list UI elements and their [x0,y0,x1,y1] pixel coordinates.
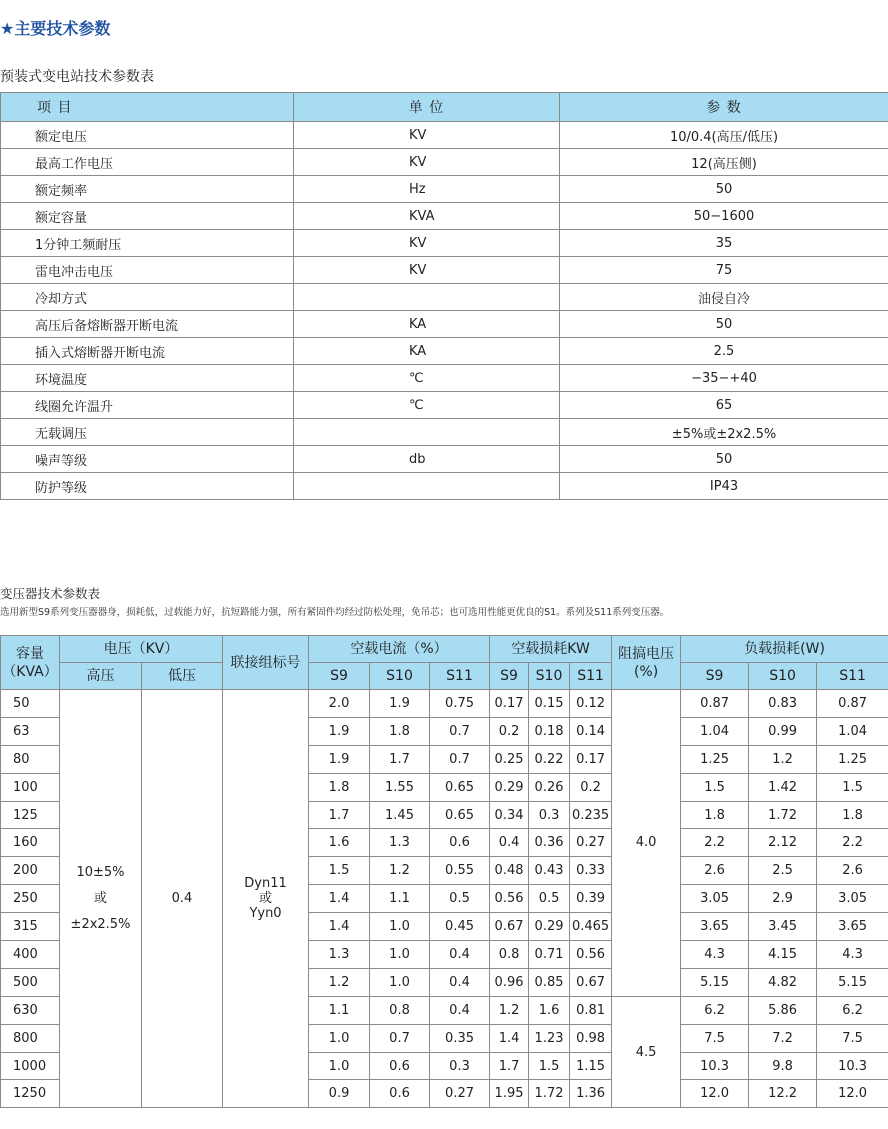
capacity-cell: 1250 [1,1080,60,1108]
param-name-cell: 防护等级 [1,473,294,500]
nlc-s11-cell: 0.65 [430,773,490,801]
param-name-cell: 额定容量 [1,203,294,230]
nll-s11-cell: 1.36 [570,1080,612,1108]
nll-s10-cell: 0.18 [529,717,570,745]
nlc-s10-cell: 1.0 [370,913,430,941]
header-noload-loss: 空载损耗KW [490,636,612,663]
nlc-s10-cell: 1.9 [370,690,430,718]
nlc-s11-cell: 0.65 [430,801,490,829]
param-unit-cell: KV [294,149,560,176]
header-voltage: 电压（KV） [60,636,223,663]
ll-s11-cell: 4.3 [817,941,888,969]
table-row [1,257,888,284]
hv-line: 或 [93,890,107,906]
param-unit-cell: Hz [294,176,560,203]
nlc-s9-cell: 2.0 [309,690,370,718]
nll-s9-cell: 0.4 [490,829,529,857]
capacity-cell: 500 [1,968,60,996]
nlc-s10-cell: 1.0 [370,941,430,969]
group-line: Dyn11 [244,876,287,892]
capacity-cell: 800 [1,1024,60,1052]
nll-s9-cell: 1.7 [490,1052,529,1080]
nll-s9-cell: 0.29 [490,773,529,801]
impedance-cell-b: 4.5 [612,996,681,1108]
ll-s9-cell: 3.05 [681,885,749,913]
header-impedance-voltage: 阻搞电压(%) [612,636,681,690]
ll-s10-cell: 0.99 [749,717,817,745]
param-name-cell: 线圈允许温升 [1,392,294,419]
hv-merged-cell [60,690,142,1108]
nll-s9-cell: 0.96 [490,968,529,996]
param-value-cell: 50 [560,311,888,338]
table-row [1,690,888,718]
param-name-cell: 额定电压 [1,122,294,149]
nlc-s11-cell: 0.35 [430,1024,490,1052]
table2-caption: 变压器技术参数表 [0,586,101,601]
ll-s10-cell: 4.15 [749,941,817,969]
header-nlc-s11: S11 [430,663,490,690]
capacity-cell: 50 [1,690,60,718]
table-row [1,230,888,257]
table-row [1,338,888,365]
nlc-s9-cell: 1.4 [309,913,370,941]
ll-s11-cell: 3.65 [817,913,888,941]
capacity-cell: 160 [1,829,60,857]
nlc-s9-cell: 1.0 [309,1052,370,1080]
ll-s9-cell: 6.2 [681,996,749,1024]
param-value-cell: −35−+40 [560,365,888,392]
nlc-s11-cell: 0.55 [430,857,490,885]
param-name-cell: 最高工作电压 [1,149,294,176]
table2-header-row-1 [1,636,888,663]
ll-s9-cell: 10.3 [681,1052,749,1080]
nlc-s11-cell: 0.7 [430,717,490,745]
nll-s10-cell: 0.29 [529,913,570,941]
nll-s9-cell: 0.17 [490,690,529,718]
nlc-s10-cell: 0.7 [370,1024,430,1052]
nlc-s10-cell: 1.8 [370,717,430,745]
ll-s10-cell: 1.72 [749,801,817,829]
nll-s10-cell: 0.5 [529,885,570,913]
param-name-cell: 插入式熔断器开断电流 [1,338,294,365]
nll-s11-cell: 0.67 [570,968,612,996]
capacity-cell: 400 [1,941,60,969]
ll-s10-cell: 9.8 [749,1052,817,1080]
ll-s11-cell: 0.87 [817,690,888,718]
nlc-s10-cell: 0.6 [370,1080,430,1108]
nll-s9-cell: 0.2 [490,717,529,745]
header-ll-s11: S11 [817,663,888,690]
nll-s9-cell: 1.4 [490,1024,529,1052]
header-nll-s11: S11 [570,663,612,690]
connection-group-merged-cell [223,690,309,1108]
ll-s10-cell: 5.86 [749,996,817,1024]
nll-s11-cell: 0.56 [570,941,612,969]
nll-s10-cell: 0.43 [529,857,570,885]
header-nll-s9: S9 [490,663,529,690]
table-row [1,149,888,176]
ll-s10-cell: 2.5 [749,857,817,885]
param-name-cell: 1分钟工频耐压 [1,230,294,257]
nll-s9-cell: 0.67 [490,913,529,941]
table2-header-row-2 [1,663,888,690]
capacity-cell: 63 [1,717,60,745]
capacity-cell: 100 [1,773,60,801]
capacity-cell: 125 [1,801,60,829]
param-unit-cell: KV [294,122,560,149]
param-name-cell: 噪声等级 [1,446,294,473]
header-load-loss: 负载损耗(W) [681,636,888,663]
param-unit-cell: KV [294,257,560,284]
ll-s9-cell: 4.3 [681,941,749,969]
ll-s10-cell: 2.12 [749,829,817,857]
param-name-cell: 雷电冲击电压 [1,257,294,284]
nll-s10-cell: 0.15 [529,690,570,718]
nll-s10-cell: 1.6 [529,996,570,1024]
nll-s11-cell: 0.14 [570,717,612,745]
nll-s11-cell: 0.235 [570,801,612,829]
ll-s9-cell: 2.2 [681,829,749,857]
nlc-s9-cell: 1.9 [309,717,370,745]
capacity-cell: 315 [1,913,60,941]
ll-s9-cell: 3.65 [681,913,749,941]
ll-s9-cell: 0.87 [681,690,749,718]
ll-s11-cell: 1.04 [817,717,888,745]
nlc-s10-cell: 0.8 [370,996,430,1024]
param-value-cell: IP43 [560,473,888,500]
nlc-s11-cell: 0.4 [430,996,490,1024]
ll-s11-cell: 12.0 [817,1080,888,1108]
transformer-parameters-table [0,635,888,1108]
nlc-s9-cell: 1.7 [309,801,370,829]
nlc-s11-cell: 0.5 [430,885,490,913]
header-hv: 高压 [60,663,142,690]
nlc-s11-cell: 0.3 [430,1052,490,1080]
nll-s11-cell: 0.2 [570,773,612,801]
nll-s9-cell: 1.95 [490,1080,529,1108]
nlc-s10-cell: 1.45 [370,801,430,829]
table-row [1,176,888,203]
nll-s11-cell: 0.81 [570,996,612,1024]
param-value-cell: 2.5 [560,338,888,365]
param-unit-cell [294,473,560,500]
nlc-s9-cell: 1.4 [309,885,370,913]
param-unit-cell: KA [294,338,560,365]
nlc-s10-cell: 1.55 [370,773,430,801]
param-unit-cell: KVA [294,203,560,230]
param-unit-cell [294,284,560,311]
table-row [1,419,888,446]
nlc-s9-cell: 1.6 [309,829,370,857]
ll-s9-cell: 12.0 [681,1080,749,1108]
nlc-s9-cell: 1.0 [309,1024,370,1052]
table-row [1,392,888,419]
ll-s11-cell: 1.8 [817,801,888,829]
nlc-s11-cell: 0.27 [430,1080,490,1108]
nll-s9-cell: 1.2 [490,996,529,1024]
nll-s11-cell: 0.465 [570,913,612,941]
header-lv: 低压 [142,663,223,690]
ll-s9-cell: 1.5 [681,773,749,801]
hv-line: 10±5% [76,864,125,880]
header-connection-group: 联接组标号 [223,636,309,690]
ll-s9-cell: 1.8 [681,801,749,829]
param-value-cell: ±5%或±2x2.5% [560,419,888,446]
nlc-s11-cell: 0.4 [430,941,490,969]
nll-s10-cell: 1.5 [529,1052,570,1080]
nll-s10-cell: 0.71 [529,941,570,969]
param-value-cell: 50−1600 [560,203,888,230]
ll-s11-cell: 2.2 [817,829,888,857]
nll-s9-cell: 0.48 [490,857,529,885]
substation-parameters-table [0,92,888,500]
table-row [1,311,888,338]
table-row [1,284,888,311]
nlc-s11-cell: 0.45 [430,913,490,941]
param-unit-cell: KA [294,311,560,338]
nlc-s9-cell: 1.8 [309,773,370,801]
nlc-s11-cell: 0.75 [430,690,490,718]
ll-s9-cell: 5.15 [681,968,749,996]
nlc-s11-cell: 0.7 [430,745,490,773]
ll-s10-cell: 3.45 [749,913,817,941]
ll-s10-cell: 4.82 [749,968,817,996]
nll-s11-cell: 0.17 [570,745,612,773]
ll-s11-cell: 1.25 [817,745,888,773]
ll-s11-cell: 2.6 [817,857,888,885]
nlc-s10-cell: 1.1 [370,885,430,913]
table-row [1,122,888,149]
nll-s9-cell: 0.56 [490,885,529,913]
ll-s9-cell: 2.6 [681,857,749,885]
ll-s10-cell: 7.2 [749,1024,817,1052]
nlc-s9-cell: 0.9 [309,1080,370,1108]
header-unit: 单 位 [294,93,560,122]
header-nlc-s9: S9 [309,663,370,690]
nll-s10-cell: 0.85 [529,968,570,996]
header-nll-s10: S10 [529,663,570,690]
table-row [1,446,888,473]
ll-s11-cell: 7.5 [817,1024,888,1052]
capacity-cell: 1000 [1,1052,60,1080]
nll-s11-cell: 1.15 [570,1052,612,1080]
section-title: ★主要技术参数 [0,19,111,38]
ll-s10-cell: 1.42 [749,773,817,801]
nlc-s9-cell: 1.9 [309,745,370,773]
header-item: 项 目 [1,93,294,122]
header-nlc-s10: S10 [370,663,430,690]
param-unit-cell: db [294,446,560,473]
ll-s10-cell: 2.9 [749,885,817,913]
ll-s10-cell: 12.2 [749,1080,817,1108]
nlc-s10-cell: 1.3 [370,829,430,857]
param-unit-cell: ℃ [294,392,560,419]
nll-s11-cell: 0.39 [570,885,612,913]
nlc-s10-cell: 1.7 [370,745,430,773]
capacity-cell: 80 [1,745,60,773]
nll-s10-cell: 0.3 [529,801,570,829]
nll-s11-cell: 0.27 [570,829,612,857]
ll-s9-cell: 1.04 [681,717,749,745]
impedance-cell-a: 4.0 [612,690,681,997]
param-value-cell: 50 [560,446,888,473]
ll-s10-cell: 0.83 [749,690,817,718]
param-name-cell: 无载调压 [1,419,294,446]
header-capacity: 容量（KVA） [1,636,60,690]
nll-s9-cell: 0.25 [490,745,529,773]
param-name-cell: 环境温度 [1,365,294,392]
param-value-cell: 50 [560,176,888,203]
header-ll-s9: S9 [681,663,749,690]
param-value-cell: 12(高压侧) [560,149,888,176]
param-name-cell: 冷却方式 [1,284,294,311]
ll-s9-cell: 1.25 [681,745,749,773]
group-line: 或 [259,891,273,907]
table-row [1,203,888,230]
param-unit-cell: ℃ [294,365,560,392]
header-ll-s10: S10 [749,663,817,690]
table-row [1,473,888,500]
capacity-cell: 250 [1,885,60,913]
nll-s10-cell: 1.23 [529,1024,570,1052]
nll-s9-cell: 0.34 [490,801,529,829]
nlc-s10-cell: 1.0 [370,968,430,996]
param-name-cell: 高压后备熔断器开断电流 [1,311,294,338]
ll-s11-cell: 1.5 [817,773,888,801]
nlc-s11-cell: 0.6 [430,829,490,857]
param-unit-cell: KV [294,230,560,257]
nll-s10-cell: 0.22 [529,745,570,773]
header-noload-current: 空载电流（%） [309,636,490,663]
nll-s9-cell: 0.8 [490,941,529,969]
ll-s9-cell: 7.5 [681,1024,749,1052]
nlc-s10-cell: 1.2 [370,857,430,885]
param-value-cell: 10/0.4(高压/低压) [560,122,888,149]
header-value: 参 数 [560,93,888,122]
table1-caption: 预装式变电站技术参数表 [0,69,154,85]
hv-line: ±2x2.5% [70,916,131,932]
param-value-cell: 75 [560,257,888,284]
nlc-s10-cell: 0.6 [370,1052,430,1080]
nll-s10-cell: 1.72 [529,1080,570,1108]
nll-s11-cell: 0.33 [570,857,612,885]
nlc-s9-cell: 1.3 [309,941,370,969]
nll-s10-cell: 0.36 [529,829,570,857]
ll-s11-cell: 3.05 [817,885,888,913]
capacity-cell: 200 [1,857,60,885]
capacity-cell: 630 [1,996,60,1024]
param-value-cell: 35 [560,230,888,257]
table2-note: 选用新型S9系列变压器器身，损耗低，过载能力好，抗短路能力强，所有紧固件均经过防松处理，免吊芯；也可选用性能更优良的S1。系列及S11系列变压器。 [0,607,670,618]
ll-s11-cell: 6.2 [817,996,888,1024]
param-value-cell: 65 [560,392,888,419]
ll-s10-cell: 1.2 [749,745,817,773]
nll-s11-cell: 0.98 [570,1024,612,1052]
lv-merged-cell: 0.4 [142,690,223,1108]
param-name-cell: 额定频率 [1,176,294,203]
ll-s11-cell: 10.3 [817,1052,888,1080]
nlc-s9-cell: 1.2 [309,968,370,996]
table1-header-row [1,93,888,122]
nlc-s11-cell: 0.4 [430,968,490,996]
param-unit-cell [294,419,560,446]
nll-s10-cell: 0.26 [529,773,570,801]
nlc-s9-cell: 1.5 [309,857,370,885]
table-row [1,365,888,392]
group-line: Yyn0 [249,906,282,922]
ll-s11-cell: 5.15 [817,968,888,996]
nll-s11-cell: 0.12 [570,690,612,718]
nlc-s9-cell: 1.1 [309,996,370,1024]
param-value-cell: 油侵自冷 [560,284,888,311]
